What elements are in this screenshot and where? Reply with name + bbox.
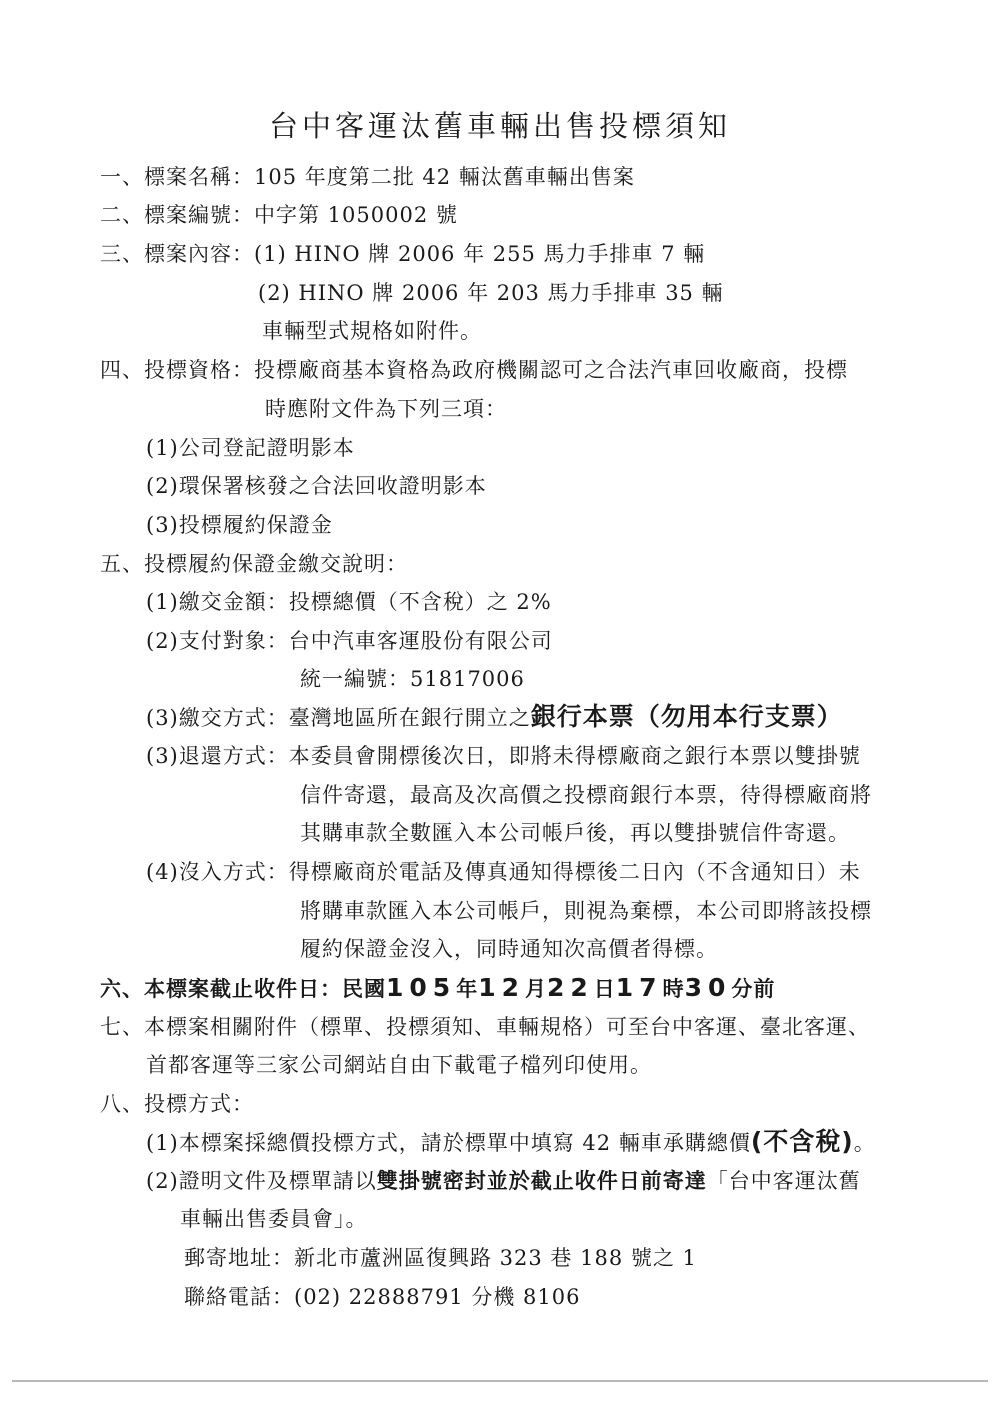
section-5-item-2a: (2)支付對象：台中汽車客運股份有限公司 [146,629,553,653]
deadline-day: 22 [546,973,594,1002]
section-2 [100,202,458,228]
page-bottom-rule [12,1380,988,1382]
section-5-item-3a-text: (3)繳交方式：臺灣地區所在銀行開立之 [146,706,531,730]
section-5-item-1: (1)繳交金額：投標總價（不含稅）之 2% [146,590,552,614]
deadline-year-unit: 年 [456,977,479,1001]
section-8-item-1-end: 。 [853,1131,876,1155]
section-6-label: 本標案截止收件日：民國 [144,977,386,1001]
mailing-address: 郵寄地址：新北市蘆洲區復興路 323 巷 188 號之 1 [184,1246,697,1270]
section-3-line-1 [100,241,705,267]
section-3-line-3: 車輛型式規格如附件。 [262,319,482,343]
section-1-number: 一、 [100,165,144,189]
section-8-item-2-line-2: 車輛出售委員會」。 [180,1207,368,1231]
section-8-text-1: 投標方式： [144,1092,254,1116]
section-5-item-3b-line-2: 信件寄還，最高及次高價之投標商銀行本票，待得標廠商將 [300,783,872,807]
section-5-item-2b: 統一編號：51817006 [300,667,525,691]
section-7-text-1: 本標案相關附件（標單、投標須知、車輛規格）可至台中客運、臺北客運、 [144,1015,870,1039]
section-1-text: 標案名稱：105 年度第二批 42 輛汰舊車輛出售案 [144,165,635,189]
section-4-item-2: (2)環保署核發之合法回收證明影本 [146,474,487,498]
section-2-number: 二、 [100,203,144,227]
section-6-deadline [100,975,775,1002]
section-4-line-1 [100,357,848,383]
section-8-item-1 [146,1129,876,1156]
section-4-text-1: 投標資格：投標廠商基本資格為政府機關認可之合法汽車回收廠商，投標 [144,358,848,382]
deadline-minute: 30 [684,973,732,1002]
deadline-month: 12 [478,973,525,1002]
section-5-item-4-line-3: 履約保證金沒入，同時通知次高價者得標。 [300,937,718,961]
section-5-item-3b-line-1: (3)退還方式：本委員會開標後次日，即將未得標廠商之銀行本票以雙掛號 [146,744,861,768]
section-8-line-1 [100,1091,254,1117]
section-5-item-3a-emphasis: 銀行本票（勿用本行支票） [530,702,843,731]
section-4-item-1: (1)公司登記證明影本 [146,436,355,460]
section-5-line-1 [100,551,408,577]
deadline-hour-unit: 時 [662,977,685,1001]
deadline-year: 105 [386,973,457,1002]
section-8-item-2 [146,1168,861,1194]
section-5-text-1: 投標履約保證金繳交說明： [144,552,408,576]
section-4-number: 四、 [100,358,144,382]
section-8-item-1-emphasis: (不含稅) [750,1127,854,1156]
deadline-month-unit: 月 [524,977,547,1001]
section-1 [100,164,635,190]
section-8-item-2-end: 「台中客運汰舊 [706,1169,861,1193]
section-8-item-1-text: (1)本標案採總價投標方式，請於標單中填寫 42 輛車承購總價 [146,1131,751,1155]
section-5-item-3a [146,704,843,731]
section-4-item-3: (3)投標履約保證金 [146,513,333,537]
section-5-item-4-line-2: 將購車款匯入本公司帳戶，則視為棄標，本公司即將該投標 [300,899,872,923]
contact-phone: 聯絡電話：(02) 22888791 分機 8106 [184,1285,581,1309]
section-6-number: 六、 [100,977,144,1001]
section-4-line-2: 時應附文件為下列三項： [265,397,507,421]
section-3-number: 三、 [100,242,144,266]
section-5-item-4-line-1: (4)沒入方式：得標廠商於電話及傳真通知得標後二日內（不含通知日）未 [146,860,861,884]
section-5-number: 五、 [100,552,144,576]
deadline-minute-unit: 分前 [731,977,776,1001]
section-8-number: 八、 [100,1092,144,1116]
document-title: 台中客運汰舊車輛出售投標須知 [268,109,731,143]
section-8-item-2-emphasis: 雙掛號密封並於截止收件日前寄達 [376,1169,707,1193]
section-5-item-3b-line-3: 其購車款全數匯入本公司帳戶後，再以雙掛號信件寄還。 [300,821,850,845]
section-8-item-2-text: (2)證明文件及標單請以 [146,1169,377,1193]
section-2-text: 標案編號：中字第 1050002 號 [144,203,458,227]
section-7-number: 七、 [100,1015,144,1039]
section-7-line-1 [100,1014,870,1040]
deadline-day-unit: 日 [593,977,616,1001]
section-7-line-2: 首都客運等三家公司網站自由下載電子檔列印使用。 [146,1053,652,1077]
deadline-hour: 17 [615,973,663,1002]
section-3-text-1: 標案內容：(1) HINO 牌 2006 年 255 馬力手排車 7 輛 [144,242,706,266]
section-3-line-2: (2) HINO 牌 2006 年 203 馬力手排車 35 輛 [258,281,724,305]
